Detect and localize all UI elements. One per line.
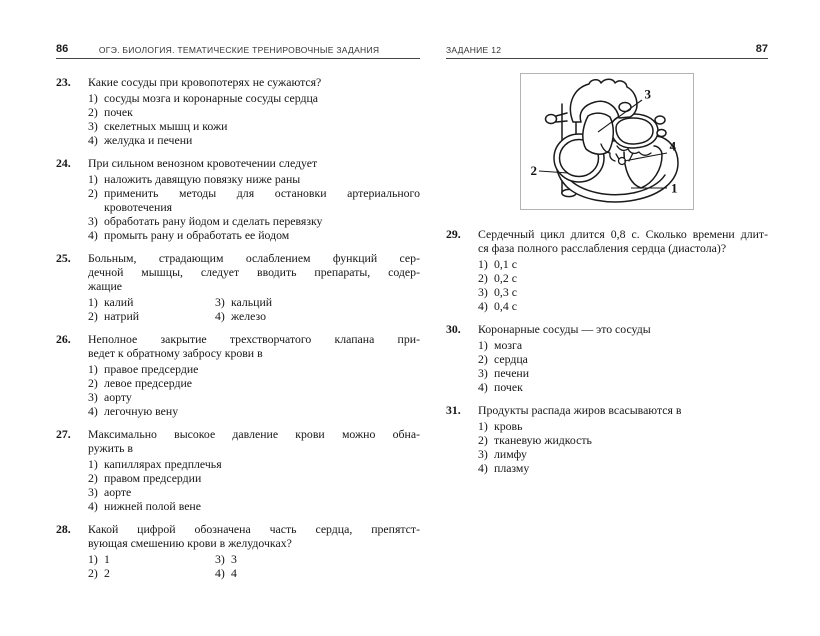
text-line: 0,1 с [494, 257, 517, 271]
question-options [88, 457, 420, 513]
question-number: 24. [56, 156, 71, 170]
question [446, 227, 768, 313]
option-number: 3) [88, 214, 98, 228]
option-text [231, 552, 420, 566]
option-text [494, 352, 768, 366]
text-line: натрий [104, 309, 140, 323]
text-line: жащие [88, 279, 123, 293]
text-line: плазму [494, 461, 530, 475]
option-number: 2) [88, 376, 98, 390]
option-text [104, 404, 420, 418]
option-number: 4) [478, 299, 488, 313]
question [446, 322, 768, 394]
text-line: 3 [231, 552, 237, 566]
answer-option [478, 380, 768, 394]
question [56, 427, 420, 513]
option-number: 3) [478, 285, 488, 299]
text-line: Какие сосуды при кровопотерях не сужаются? [88, 75, 322, 89]
text-line: промыть рану и обработать ее йодом [104, 228, 290, 242]
text-line: кровь [494, 419, 523, 433]
question-options [88, 91, 420, 147]
text-line: скелетных мышц и кожи [104, 119, 228, 133]
text-line: обработать рану йодом и сделать перевязку [104, 214, 323, 228]
question-body [88, 156, 420, 242]
running-head-right: ЗАДАНИЕ 12 [446, 45, 502, 55]
questions-left [56, 75, 420, 580]
option-number: 1) [478, 338, 488, 352]
text-line: ся фаза полного расслабления сердца (диастола)? [478, 241, 727, 255]
question-number: 23. [56, 75, 71, 89]
text-line: 0,2 с [494, 271, 517, 285]
running-head-left: ОГЭ. БИОЛОГИЯ. ТЕМАТИЧЕСКИЕ ТРЕНИРОВОЧНЫЕ ЗАДАНИЯ [98, 45, 380, 55]
answer-option [478, 461, 768, 475]
question-stem [478, 227, 768, 255]
answer-option [88, 376, 420, 390]
option-number: 4) [88, 404, 98, 418]
text-line: левое предсердие [104, 376, 193, 390]
option-text [104, 499, 420, 513]
question-stem [88, 75, 420, 89]
option-text [104, 295, 215, 309]
answer-option [478, 433, 768, 447]
text-line: дечной мышцы, следует вводить препараты, содер- [88, 265, 420, 279]
answer-option [88, 119, 420, 133]
question-body [88, 427, 420, 513]
text-line: почек [104, 105, 133, 119]
answer-option [88, 309, 215, 323]
answer-option [478, 257, 768, 271]
question-stem [88, 332, 420, 360]
page-right-header [446, 44, 768, 59]
question-options [478, 419, 768, 475]
text-line: печени [494, 366, 530, 380]
text-line: 1 [104, 552, 110, 566]
option-text [231, 295, 420, 309]
option-number: 4) [88, 228, 98, 242]
option-text [104, 376, 420, 390]
answer-option [88, 172, 420, 186]
option-text [494, 285, 768, 299]
text-line: При сильном венозном кровотечении следует [88, 156, 318, 170]
answer-option [88, 214, 420, 228]
option-number: 1) [88, 172, 98, 186]
option-text [494, 461, 768, 475]
answer-option [88, 485, 420, 499]
text-line: правое предсердие [104, 362, 199, 376]
text-line: сосуды мозга и коронарные сосуды сердца [104, 91, 319, 105]
question-stem [88, 522, 420, 550]
text-line: 0,4 с [494, 299, 517, 313]
answer-option [478, 299, 768, 313]
heart-cross-section-illustration [521, 74, 693, 209]
question-number: 26. [56, 332, 71, 346]
question-options [88, 552, 420, 580]
answer-option [88, 186, 420, 214]
text-line: желудка и печени [104, 133, 193, 147]
text-line: 2 [104, 566, 110, 580]
option-number: 3) [215, 552, 225, 566]
option-text [494, 257, 768, 271]
aorta-root [583, 113, 613, 154]
option-text [104, 214, 420, 228]
answer-option [88, 552, 215, 566]
answer-option [215, 552, 420, 566]
option-number: 3) [88, 390, 98, 404]
question [56, 75, 420, 147]
answer-option [88, 499, 420, 513]
question-options [88, 172, 420, 242]
option-text [104, 485, 420, 499]
answer-option [88, 566, 215, 580]
question-body [478, 322, 768, 394]
option-number: 4) [88, 499, 98, 513]
text-line: наложить давящую повязку ниже раны [104, 172, 301, 186]
answer-option [215, 566, 420, 580]
question-stem [88, 251, 420, 293]
question-number: 27. [56, 427, 71, 441]
page-right [446, 44, 768, 484]
option-number: 3) [478, 447, 488, 461]
option-number: 1) [88, 362, 98, 376]
option-number: 2) [88, 186, 98, 200]
text-line: Какой цифрой обозначена часть сердца, препятст- [88, 522, 420, 536]
text-line: применить методы для остановки артериального [104, 186, 420, 200]
answer-option [88, 404, 420, 418]
text-line: ружить в [88, 441, 134, 455]
page-left-header [56, 44, 420, 59]
option-number: 2) [478, 271, 488, 285]
option-text [104, 186, 420, 214]
option-text [494, 271, 768, 285]
question-stem [88, 156, 420, 170]
text-line: 0,3 с [494, 285, 517, 299]
option-number: 2) [88, 309, 98, 323]
option-text [104, 390, 420, 404]
answer-option [88, 133, 420, 147]
question-stem [478, 403, 768, 417]
option-number: 4) [478, 461, 488, 475]
option-text [104, 471, 420, 485]
text-line: вующая смешению крови в желудочках? [88, 536, 292, 550]
question-number: 30. [446, 322, 461, 336]
text-line: Максимально высокое давление крови можно обна- [88, 427, 420, 441]
text-line: аорту [104, 390, 132, 404]
answer-option [478, 447, 768, 461]
answer-option [88, 105, 420, 119]
text-line: тканевую жидкость [494, 433, 592, 447]
option-number: 2) [478, 352, 488, 366]
answer-option [88, 457, 420, 471]
text-line: капиллярах предплечья [104, 457, 222, 471]
option-text [494, 366, 768, 380]
question-number: 28. [56, 522, 71, 536]
option-text [494, 299, 768, 313]
text-line: ведет к обратному забросу крови в [88, 346, 263, 360]
question [446, 403, 768, 475]
option-number: 1) [88, 457, 98, 471]
option-number: 3) [478, 366, 488, 380]
heart-diagram-figure [520, 73, 694, 210]
option-number: 2) [88, 471, 98, 485]
question-body [478, 403, 768, 475]
question-number: 25. [56, 251, 71, 265]
option-text [494, 419, 768, 433]
option-text [104, 133, 420, 147]
option-text [104, 457, 420, 471]
text-line: Неполное закрытие трехстворчатого клапана при- [88, 332, 420, 346]
question-options [88, 295, 420, 323]
option-text [104, 105, 420, 119]
question-stem [88, 427, 420, 455]
option-text [104, 172, 420, 186]
text-line: Продукты распада жиров всасываются в [478, 403, 682, 417]
option-number: 2) [88, 566, 98, 580]
option-text [494, 447, 768, 461]
text-line: кровотечения [104, 200, 173, 214]
option-text [104, 91, 420, 105]
option-number: 4) [478, 380, 488, 394]
text-line: Коронарные сосуды — это сосуды [478, 322, 651, 336]
option-number: 1) [88, 295, 98, 309]
text-line: правом предсердии [104, 471, 202, 485]
diagram-label-3: 3 [644, 86, 651, 102]
option-number: 3) [215, 295, 225, 309]
text-line: нижней полой вене [104, 499, 201, 513]
option-number: 2) [478, 433, 488, 447]
question [56, 156, 420, 242]
question [56, 522, 420, 580]
text-line: железо [231, 309, 266, 323]
option-text [104, 566, 215, 580]
text-line: Больным, страдающим ослаблением функций сер- [88, 251, 420, 265]
answer-option [88, 362, 420, 376]
question-number: 31. [446, 403, 461, 417]
answer-option [88, 91, 420, 105]
answer-option [215, 309, 420, 323]
option-text [104, 119, 420, 133]
option-text [231, 309, 420, 323]
answer-option [88, 471, 420, 485]
text-line: калий [104, 295, 134, 309]
text-line: аорте [104, 485, 132, 499]
answer-option [478, 366, 768, 380]
option-number: 3) [88, 485, 98, 499]
option-text [494, 338, 768, 352]
option-text [494, 380, 768, 394]
question [56, 251, 420, 323]
diagram-label-1: 1 [671, 180, 678, 196]
answer-option [88, 295, 215, 309]
text-line: лимфу [494, 447, 527, 461]
option-number: 4) [88, 133, 98, 147]
option-number: 4) [215, 309, 225, 323]
question-body [88, 332, 420, 418]
text-line: 4 [231, 566, 237, 580]
text-line: Сердечный цикл длится 0,8 с. Сколько времени длит- [478, 227, 768, 241]
text-line: почек [494, 380, 523, 394]
text-line: сердца [494, 352, 528, 366]
page-number-left: 86 [56, 43, 69, 55]
answer-option [478, 271, 768, 285]
text-line: легочную вену [104, 404, 179, 418]
questions-right [446, 227, 768, 475]
diagram-label-4: 4 [669, 138, 676, 154]
question-options [478, 338, 768, 394]
diagram-label-2: 2 [530, 163, 537, 178]
option-number: 1) [478, 419, 488, 433]
question [56, 332, 420, 418]
answer-option [478, 419, 768, 433]
text-line: кальций [231, 295, 273, 309]
answer-option [478, 338, 768, 352]
question-options [478, 257, 768, 313]
option-text [104, 228, 420, 242]
option-number: 2) [88, 105, 98, 119]
option-number: 3) [88, 119, 98, 133]
question-options [88, 362, 420, 418]
page-left [56, 44, 420, 589]
text-line: мозга [494, 338, 523, 352]
question-body [88, 522, 420, 580]
option-number: 4) [215, 566, 225, 580]
option-number: 1) [478, 257, 488, 271]
answer-option [88, 228, 420, 242]
option-text [231, 566, 420, 580]
question-body [478, 227, 768, 313]
question-stem [478, 322, 768, 336]
option-number: 1) [88, 91, 98, 105]
option-text [104, 362, 420, 376]
option-text [104, 552, 215, 566]
option-number: 1) [88, 552, 98, 566]
answer-option [478, 285, 768, 299]
answer-option [478, 352, 768, 366]
option-text [494, 433, 768, 447]
question-body [88, 251, 420, 323]
page-number-right: 87 [755, 43, 768, 55]
question-number: 29. [446, 227, 461, 241]
question-body [88, 75, 420, 147]
answer-option [88, 390, 420, 404]
answer-option [215, 295, 420, 309]
option-text [104, 309, 215, 323]
